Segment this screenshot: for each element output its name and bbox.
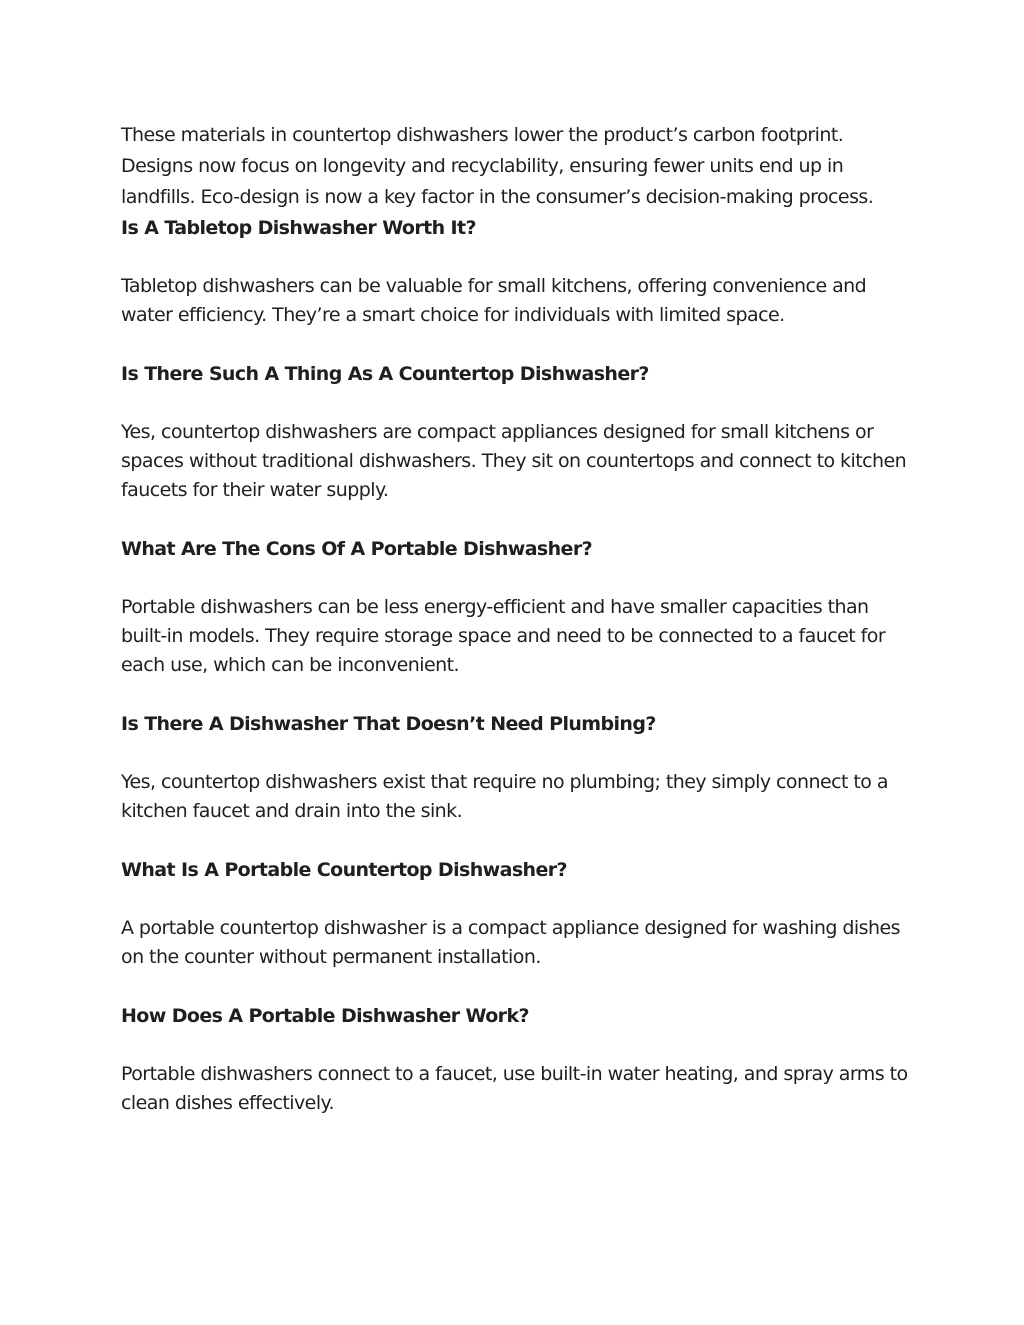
faq-answer: A portable countertop dishwasher is a compact appliance designed for washing dishes on the counter without permanent installation.	[121, 917, 900, 968]
faq-item	[121, 709, 911, 826]
faq-question: Is There Such A Thing As A Countertop Dishwasher?	[121, 363, 649, 385]
document-page	[121, 120, 911, 1118]
faq-question: What Are The Cons Of A Portable Dishwasher?	[121, 538, 593, 560]
faq-item	[121, 534, 911, 680]
faq-item	[121, 1001, 911, 1118]
faq-question: What Is A Portable Countertop Dishwasher?	[121, 859, 567, 881]
faq-answer: Portable dishwashers can be less energy-efficient and have smaller capacities than built-in models. They require storage space and need to be connected to a faucet for each use, which can be inconvenient.	[121, 596, 886, 676]
faq-answer: Yes, countertop dishwashers exist that require no plumbing; they simply connect to a kitchen faucet and drain into the sink.	[121, 771, 888, 822]
faq-item	[121, 855, 911, 972]
faq-item	[121, 359, 911, 505]
faq-question: Is A Tabletop Dishwasher Worth It?	[121, 217, 476, 239]
faq-question: Is There A Dishwasher That Doesn’t Need Plumbing?	[121, 713, 656, 735]
faq-answer: Portable dishwashers connect to a faucet, use built-in water heating, and spray arms to clean dishes effectively.	[121, 1063, 908, 1114]
faq-question: How Does A Portable Dishwasher Work?	[121, 1005, 529, 1027]
intro-paragraph: These materials in countertop dishwashers lower the product’s carbon footprint. Designs now focus on longevity and recyclability, ensuring fewer units end up in landfills. Eco-design is now a key factor in the consumer’s decision-making process.	[121, 124, 874, 208]
faq-answer: Yes, countertop dishwashers are compact appliances designed for small kitchens or spaces without traditional dishwashers. They sit on countertops and connect to kitchen faucets for their water supply.	[121, 421, 907, 501]
faq-answer: Tabletop dishwashers can be valuable for small kitchens, offering convenience and water efficiency. They’re a smart choice for individuals with limited space.	[121, 275, 867, 326]
faq-item	[121, 213, 911, 330]
